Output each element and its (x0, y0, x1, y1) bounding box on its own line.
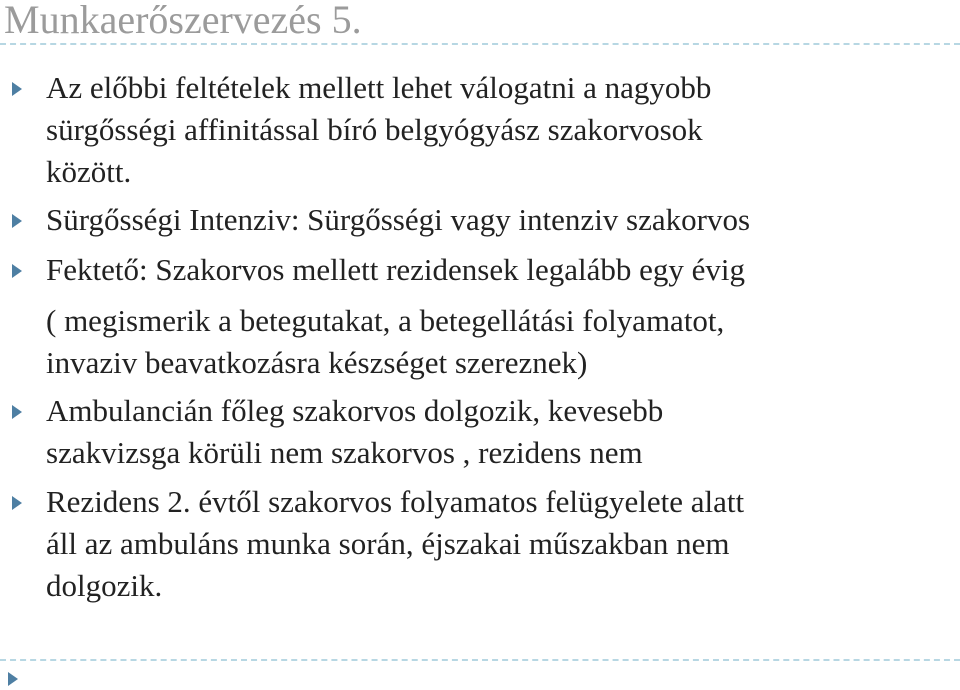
bullet-arrow-icon (12, 214, 22, 228)
continuation-paragraph (46, 300, 946, 384)
bullet-line: Sürgősségi Intenziv: Sürgősségi vagy intenziv szakorvos (46, 202, 751, 237)
bullet-arrow-icon (12, 82, 22, 96)
bullet-line: Ambulancián főleg szakorvos dolgozik, kevesebb (46, 393, 664, 428)
bullet-line: között. (46, 154, 132, 189)
bullet-line: Fektető: Szakorvos mellett rezidensek legalább egy évig (46, 252, 745, 287)
bullet-line: invaziv beavatkozásra készséget szereznek) (46, 345, 588, 380)
bullet-line: Rezidens 2. évtől szakorvos folyamatos felügyelete alatt (46, 484, 745, 519)
bullet-line: Az előbbi feltételek mellett lehet válogatni a nagyobb (46, 70, 712, 105)
bullet-line: sürgősségi affinitással bíró belgyógyász szakorvosok (46, 112, 703, 147)
bullet-line: dolgozik. (46, 568, 163, 603)
bullet-item (46, 199, 946, 241)
bullet-item (46, 390, 946, 474)
bullet-line: szakvizsga körüli nem szakorvos , rezidens nem (46, 435, 643, 470)
bottom-divider (0, 659, 960, 661)
slide-title: Munkaerőszervezés 5. (4, 0, 362, 42)
top-divider (0, 43, 960, 45)
bullet-item (46, 481, 946, 607)
bullet-item (46, 67, 946, 193)
bullet-arrow-icon (12, 496, 22, 510)
bullet-arrow-icon (12, 405, 22, 419)
bullet-item (46, 249, 946, 291)
bullet-arrow-icon (12, 264, 22, 278)
bullet-line: áll az ambuláns munka során, éjszakai műszakban nem (46, 526, 730, 561)
bullet-line: ( megismerik a betegutakat, a betegellátási folyamatot, (46, 303, 725, 338)
footer-arrow-icon (8, 672, 18, 686)
